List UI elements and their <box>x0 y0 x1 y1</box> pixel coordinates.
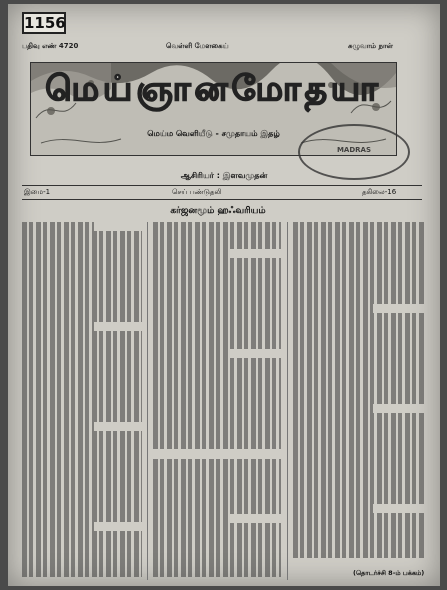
text-column-3 <box>293 222 426 564</box>
text-line <box>293 413 426 422</box>
article-headline: கர்ஜனமூம் ஹஃவரியம் <box>170 206 266 216</box>
text-line <box>153 386 281 395</box>
text-line <box>22 422 94 431</box>
text-line <box>22 468 142 477</box>
text-line <box>293 358 426 367</box>
day-label: சுழுவாம் நாள் <box>348 42 393 50</box>
text-line <box>293 322 426 331</box>
text-line <box>22 386 142 395</box>
text-line <box>293 286 426 295</box>
text-line <box>153 504 281 513</box>
text-line <box>153 422 281 431</box>
text-line <box>153 322 281 331</box>
text-line <box>22 249 142 258</box>
text-line <box>153 349 230 358</box>
text-line <box>293 522 426 531</box>
text-line <box>153 331 281 340</box>
info-center: செய் பண்டுதலி <box>172 188 222 196</box>
text-line <box>293 231 426 240</box>
text-line <box>22 449 142 458</box>
text-line <box>22 349 142 358</box>
text-line <box>153 304 281 313</box>
text-line <box>153 231 281 240</box>
text-line <box>153 240 281 249</box>
registration-number: பதிவு எண் 4720 <box>22 42 79 50</box>
column-rule <box>147 222 148 580</box>
text-line <box>22 549 142 558</box>
text-line <box>153 431 281 440</box>
text-line <box>22 377 142 386</box>
text-line <box>22 522 94 531</box>
text-line <box>22 358 142 367</box>
text-line <box>22 540 142 549</box>
text-line <box>153 368 281 377</box>
text-line <box>293 277 426 286</box>
text-line <box>293 222 426 231</box>
text-line <box>293 540 426 549</box>
text-line <box>293 368 426 377</box>
text-line <box>22 313 142 322</box>
text-line <box>293 449 426 458</box>
stamp-text: MADRAS <box>336 146 372 154</box>
text-line <box>22 395 142 404</box>
text-line <box>22 458 142 467</box>
text-column-2 <box>153 222 281 452</box>
text-line <box>153 468 281 477</box>
text-line <box>22 568 142 577</box>
editor-line: ஆசிரியர் : இளவமுதன் <box>180 171 268 180</box>
text-line <box>153 395 281 404</box>
text-line <box>153 404 281 413</box>
text-line <box>293 477 426 486</box>
text-line <box>153 286 281 295</box>
text-line <box>22 240 142 249</box>
text-line <box>293 504 373 513</box>
text-line <box>293 468 426 477</box>
text-line <box>153 222 281 231</box>
text-line <box>22 331 142 340</box>
text-line <box>22 267 142 276</box>
edition-label: வெள்ளி மேளகைய் <box>166 42 229 50</box>
text-line <box>293 386 426 395</box>
text-line <box>153 440 281 449</box>
text-line <box>22 258 142 267</box>
text-line <box>153 541 281 550</box>
text-line <box>293 331 426 340</box>
volume-label: இமை-1 <box>24 188 51 196</box>
text-line <box>153 313 281 322</box>
text-line <box>22 477 142 486</box>
text-line <box>293 304 373 313</box>
text-line <box>22 322 94 331</box>
text-line <box>22 340 142 349</box>
text-line <box>153 267 281 276</box>
issue-info-bar <box>22 185 422 200</box>
text-line <box>293 313 426 322</box>
text-line <box>22 222 94 231</box>
text-line <box>293 495 426 504</box>
text-line <box>153 550 281 559</box>
text-line <box>22 295 142 304</box>
text-line <box>22 495 142 504</box>
text-line <box>293 440 426 449</box>
text-line <box>293 249 426 258</box>
text-line <box>22 277 142 286</box>
text-line <box>153 477 281 486</box>
masthead-tagline: மெய்ம வெளியீடு - சமுதாயம் இதழ் <box>147 129 280 138</box>
text-line <box>153 249 230 258</box>
text-line <box>293 377 426 386</box>
text-column-2-lower <box>153 459 281 579</box>
text-line <box>153 295 281 304</box>
text-line <box>293 240 426 249</box>
text-line <box>293 267 426 276</box>
issue-number-box: 1156 <box>24 14 66 32</box>
text-line <box>22 404 142 413</box>
text-line <box>293 531 426 540</box>
text-line <box>22 504 142 513</box>
text-line <box>22 413 142 422</box>
text-line <box>293 549 426 558</box>
masthead-title: மெய்ஞானமோதயா <box>45 69 382 109</box>
text-line <box>293 513 426 522</box>
text-line <box>293 431 426 440</box>
text-line <box>22 531 142 540</box>
text-line <box>153 495 281 504</box>
text-line <box>293 258 426 267</box>
text-line <box>293 404 373 413</box>
text-line <box>153 277 281 286</box>
continued-note: (தொடர்ச்சி 8-ம் பக்கம்) <box>353 569 425 577</box>
text-line <box>153 523 281 532</box>
text-line <box>293 458 426 467</box>
text-line <box>153 340 281 349</box>
text-column-1 <box>22 222 142 580</box>
newspaper-page <box>8 4 440 586</box>
text-line <box>293 395 426 404</box>
text-line <box>22 558 142 567</box>
text-line <box>293 349 426 358</box>
text-line <box>153 258 281 267</box>
text-line <box>22 440 142 449</box>
text-line <box>22 231 142 240</box>
text-line <box>153 486 281 495</box>
text-line <box>293 340 426 349</box>
text-line <box>153 514 230 523</box>
text-line <box>293 422 426 431</box>
text-line <box>153 532 281 541</box>
text-line <box>22 513 142 522</box>
date-label: தகிலை-16 <box>362 188 397 196</box>
text-line <box>22 486 142 495</box>
text-line <box>22 368 142 377</box>
text-line <box>153 459 281 468</box>
text-line <box>22 304 142 313</box>
text-line <box>293 486 426 495</box>
column-rule <box>287 222 288 580</box>
text-line <box>22 286 142 295</box>
text-line <box>293 295 426 304</box>
text-line <box>153 559 281 568</box>
text-line <box>153 358 281 367</box>
text-line <box>153 568 281 577</box>
text-line <box>153 377 281 386</box>
text-line <box>22 431 142 440</box>
text-line <box>153 413 281 422</box>
